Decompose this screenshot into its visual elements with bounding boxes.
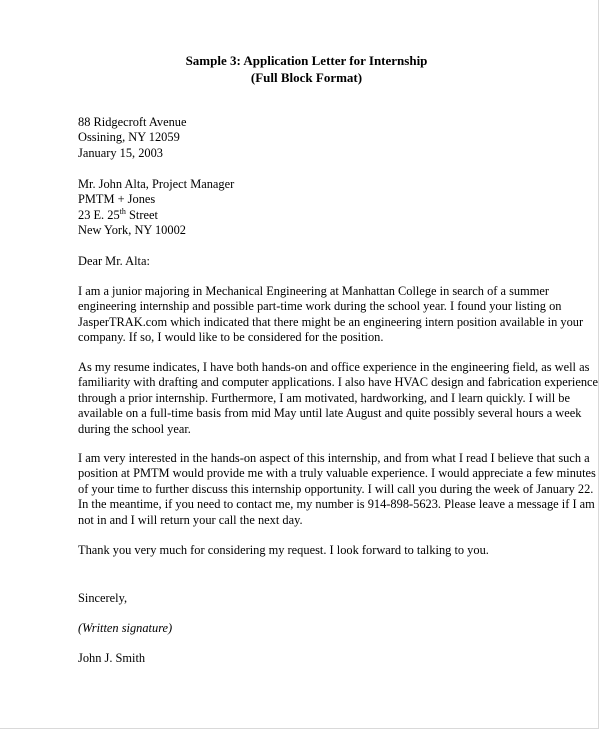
sender-city: Ossining, NY 12059 xyxy=(78,130,180,145)
paragraph-1 xyxy=(78,284,584,346)
recipient-street-number: 23 E. 25 xyxy=(78,207,120,222)
paragraph-line: available on a full-time basis from mid May until late August and quite possibly several hours a week xyxy=(78,406,582,421)
sender-address xyxy=(78,115,548,161)
recipient-street-ordinal: th xyxy=(119,206,126,216)
recipient-city: New York, NY 10002 xyxy=(78,223,186,238)
paragraph-line: familiarity with drafting and computer applications. I also have HVAC design and fabrication experience xyxy=(78,375,599,390)
salutation: Dear Mr. Alta: xyxy=(78,254,150,268)
paragraph-line: during the school year. xyxy=(78,421,191,436)
paragraph-line: Thank you very much for considering my request. I look forward to talking to you. xyxy=(78,543,489,557)
paragraph-line: I am very interested in the hands-on aspect of this internship, and from what I read I believe that such a xyxy=(78,451,590,465)
letter-date: January 15, 2003 xyxy=(78,145,163,160)
title-line-2: (Full Block Format) xyxy=(250,70,363,85)
recipient-name: Mr. John Alta, Project Manager xyxy=(78,177,235,191)
paragraph-line: of your time to further discuss this internship opportunity. I will call you during the week of January 22. xyxy=(78,481,594,496)
paragraph-line: not in and I will return your call the next day. xyxy=(78,512,303,527)
document-title xyxy=(0,52,600,86)
paragraph-line: engineering internship and possible part-time work during the school year. I found your listing on xyxy=(78,299,562,314)
recipient-street xyxy=(78,208,548,223)
paragraph-line: In the meantime, if you need to contact me, my number is 914-898-5623. Please leave a message if I am xyxy=(78,497,595,512)
paragraph-line: through a prior internship. Furthermore, I am motivated, hardworking, and I learn quickly. I will be xyxy=(78,390,570,405)
recipient-address xyxy=(78,177,548,239)
signature-note: (Written signature) xyxy=(78,621,173,635)
sender-street: 88 Ridgecroft Avenue xyxy=(78,115,187,129)
title-line-1: Sample 3: Application Letter for Internship xyxy=(185,53,428,68)
paragraph-3 xyxy=(78,451,596,528)
paragraph-line: I am a junior majoring in Mechanical Engineering at Manhattan College in search of a summer xyxy=(78,284,550,298)
closing: Sincerely, xyxy=(78,591,128,605)
paragraph-2 xyxy=(78,360,599,437)
paragraph-4 xyxy=(78,543,548,558)
recipient-street-name: Street xyxy=(125,207,158,222)
signer-name: John J. Smith xyxy=(78,651,146,665)
paragraph-line: As my resume indicates, I have both hands-on and office experience in the engineering field, as well as xyxy=(78,360,590,374)
paragraph-line: company. If so, I would like to be considered for the position. xyxy=(78,330,384,345)
paragraph-line: position at PMTM would provide me with a truly valuable experience. I would appreciate a few minutes xyxy=(78,466,596,481)
paragraph-line: JasperTRAK.com which indicated that there might be an engineering intern position available in your xyxy=(78,314,584,329)
recipient-company: PMTM + Jones xyxy=(78,192,156,207)
